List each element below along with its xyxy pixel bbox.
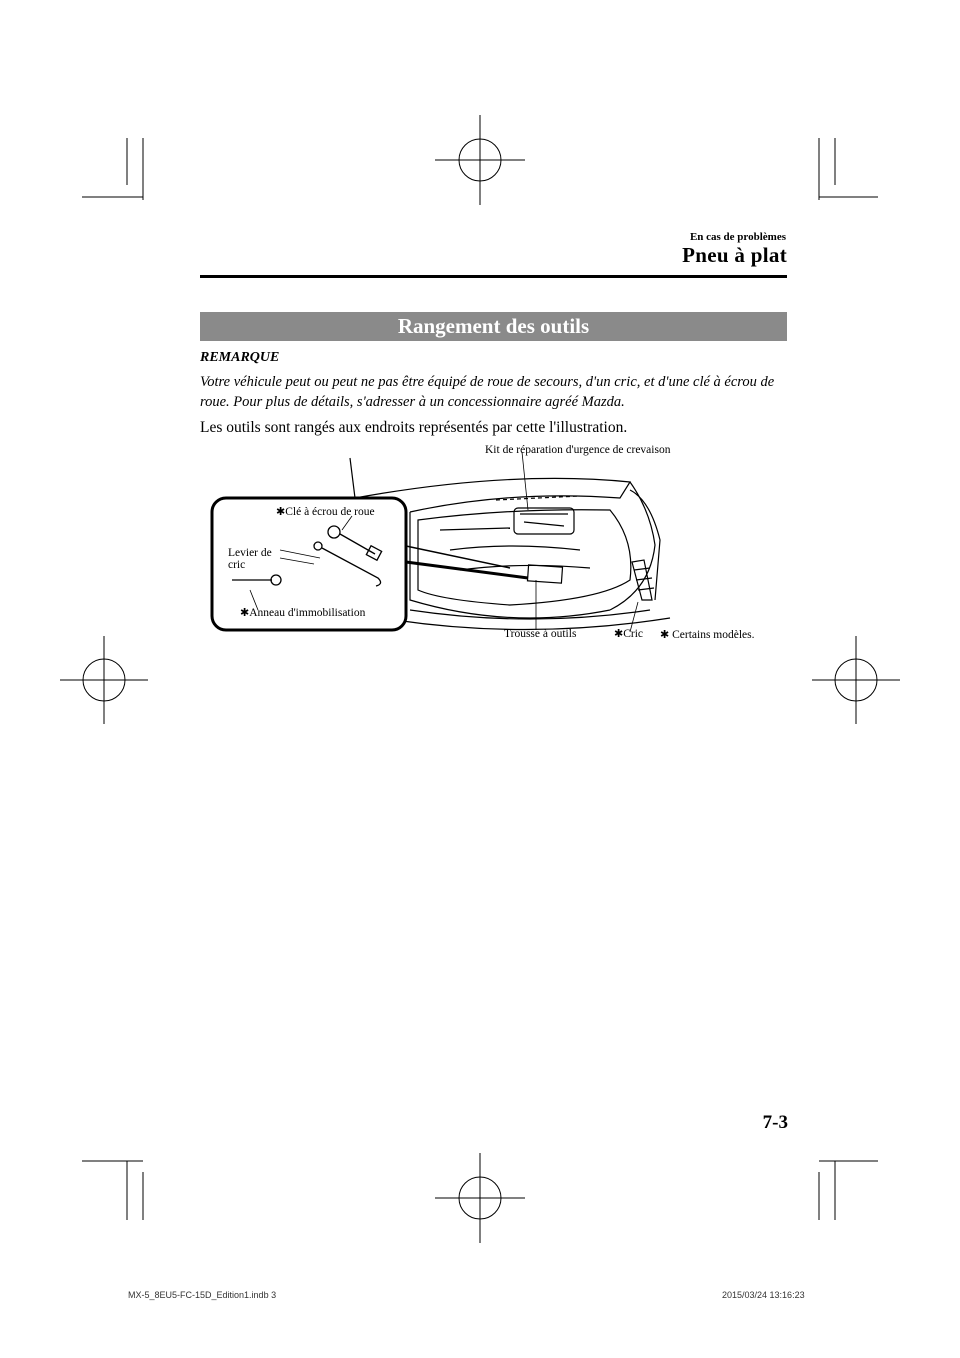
label-tool-bag: Trousse à outils	[504, 628, 577, 640]
label-tow-hook: Anneau d'immobilisation	[249, 607, 366, 619]
star-icon: ✱	[240, 607, 250, 619]
header-rule	[200, 275, 787, 278]
label-some-models: Certains modèles.	[672, 629, 755, 641]
label-tow-hook-group	[240, 606, 365, 619]
label-jack-lever: Levier de cric	[228, 547, 272, 571]
section-subtitle: En cas de problèmes	[689, 231, 786, 243]
star-icon: ✱	[276, 506, 286, 518]
trunk-drawing	[210, 450, 790, 650]
star-icon: ✱	[614, 628, 624, 640]
intro-paragraph: Les outils sont rangés aux endroits représentés par cette l'illustration.	[200, 419, 628, 436]
page-number: 7-3	[762, 1112, 788, 1133]
label-jack: Cric	[623, 628, 644, 640]
star-icon: ✱	[660, 629, 670, 641]
label-some-models-group	[660, 628, 755, 641]
label-wheel-wrench: Clé à écrou de roue	[285, 506, 375, 518]
label-wheel-wrench-group	[276, 505, 375, 518]
section-banner: Rangement des outils	[200, 312, 787, 341]
section-title: Pneu à plat	[682, 243, 787, 267]
label-jack-group	[614, 627, 643, 640]
note-heading: REMARQUE	[200, 350, 280, 365]
label-repair-kit: Kit de réparation d'urgence de crevaison	[485, 444, 671, 456]
footer-timestamp: 2015/03/24 13:16:23	[722, 1290, 805, 1300]
trunk-illustration	[210, 444, 790, 650]
footer-filename: MX-5_8EU5-FC-15D_Edition1.indb 3	[128, 1290, 277, 1300]
note-body: Votre véhicule peut ou peut ne pas être équipé de roue de secours, d'un cric, et d'une clé à écrou de roue. Pour plus de détails, s'adresser à un concessionnaire agréé Mazda.	[200, 374, 775, 410]
